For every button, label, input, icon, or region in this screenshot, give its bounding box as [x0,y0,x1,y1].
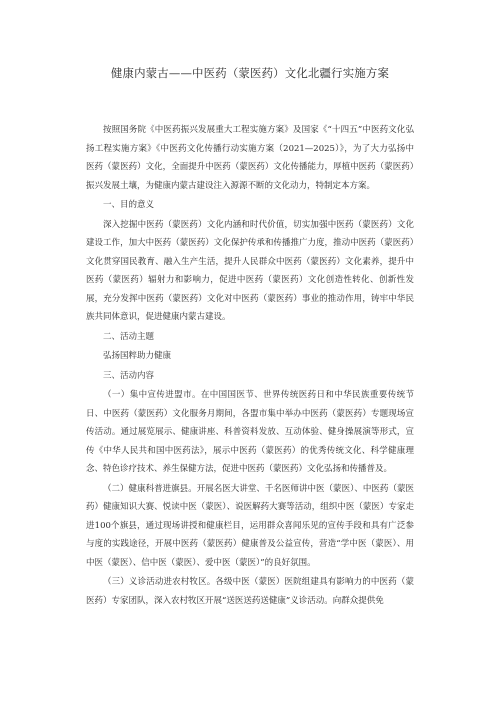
section-body-purpose: 深入挖掘中医药（蒙医药）文化内涵和时代价值，切实加强中医药（蒙医药）文化建设工作，加大中医药（蒙医药）文化保护传承和传播推广力度，推动中医药（蒙医药）文化贯穿国民教育、融入生产生活，提升人民群众中医药（蒙医药）文化素养，提升中医药（蒙医药）辐射力和影响力，促进中医药（蒙医药）文化创造性转化、创新性发展，充分发挥中医药（蒙医药）文化对中医药（蒙医药）事业的推动作用，铸牢中华民族共同体意识，促进健康内蒙古建设。 [86,219,414,322]
section-heading-purpose: 一、目的意义 [103,200,155,210]
section-heading-theme: 二、活动主题 [103,331,155,342]
content-item-1: （一）集中宣传进盟市。在中国国医节、世界传统医药日和中华民族重要传统节日、中医药（蒙医药）文化服务月期间，各盟市集中举办中医药（蒙医药）专题现场宣传活动。通过展览展示、健康讲座、科普资料发放、互动体验、健身操展演等形式，宣传《中华人民共和国中医药法》，展示中医药（蒙医药）的优秀传统文化、科学健康理念、特色诊疗技术、养生保健方法，促进中医药（蒙医药）文化弘扬和传播普及。 [86,390,414,474]
content-item-3: （三）义诊活动进农村牧区。各级中医（蒙医）医院组建具有影响力的中医药（蒙医药）专家团队，深入农村牧区开展“送医送药送健康”义诊活动。向群众提供免 [86,577,414,606]
document-title: 健康内蒙古——中医药（蒙医药）文化北疆行实施方案 [110,66,390,80]
content-item-2: （二）健康科普进旗县。开展名医大讲堂、千名医师讲中医（蒙医）、中医药（蒙医药）健康知识大赛、悦读中医（蒙医）、说医解药大赛等活动，组织中医（蒙医）专家走进100个旗县，通过现场讲授和健康栏目，运用群众喜闻乐见的宣传手段和具有广泛参与度的实践途径，开展中医药（蒙医药）健康普及公益宣传，营造“学中医（蒙医）、用中医（蒙医）、信中医（蒙医）、爱中医（蒙医）”的良好氛围。 [86,483,414,568]
section-body-theme: 弘扬国粹助力健康 [103,351,172,361]
section-heading-content: 三、活动内容 [103,370,155,381]
intro-paragraph: 按照国务院《中医药振兴发展重大工程实施方案》及国家《“十四五”中医药文化弘扬工程实施方案》《中医药文化传播行动实施方案（2021—2025）》，为了大力弘扬中医药（蒙医药）文化，全面提升中医药（蒙医药）文化传播能力，厚植中医药（蒙医药）振兴发展土壤，为健康内蒙古建设注入源源不断的文化动力，特制定本方案。 [86,125,414,191]
